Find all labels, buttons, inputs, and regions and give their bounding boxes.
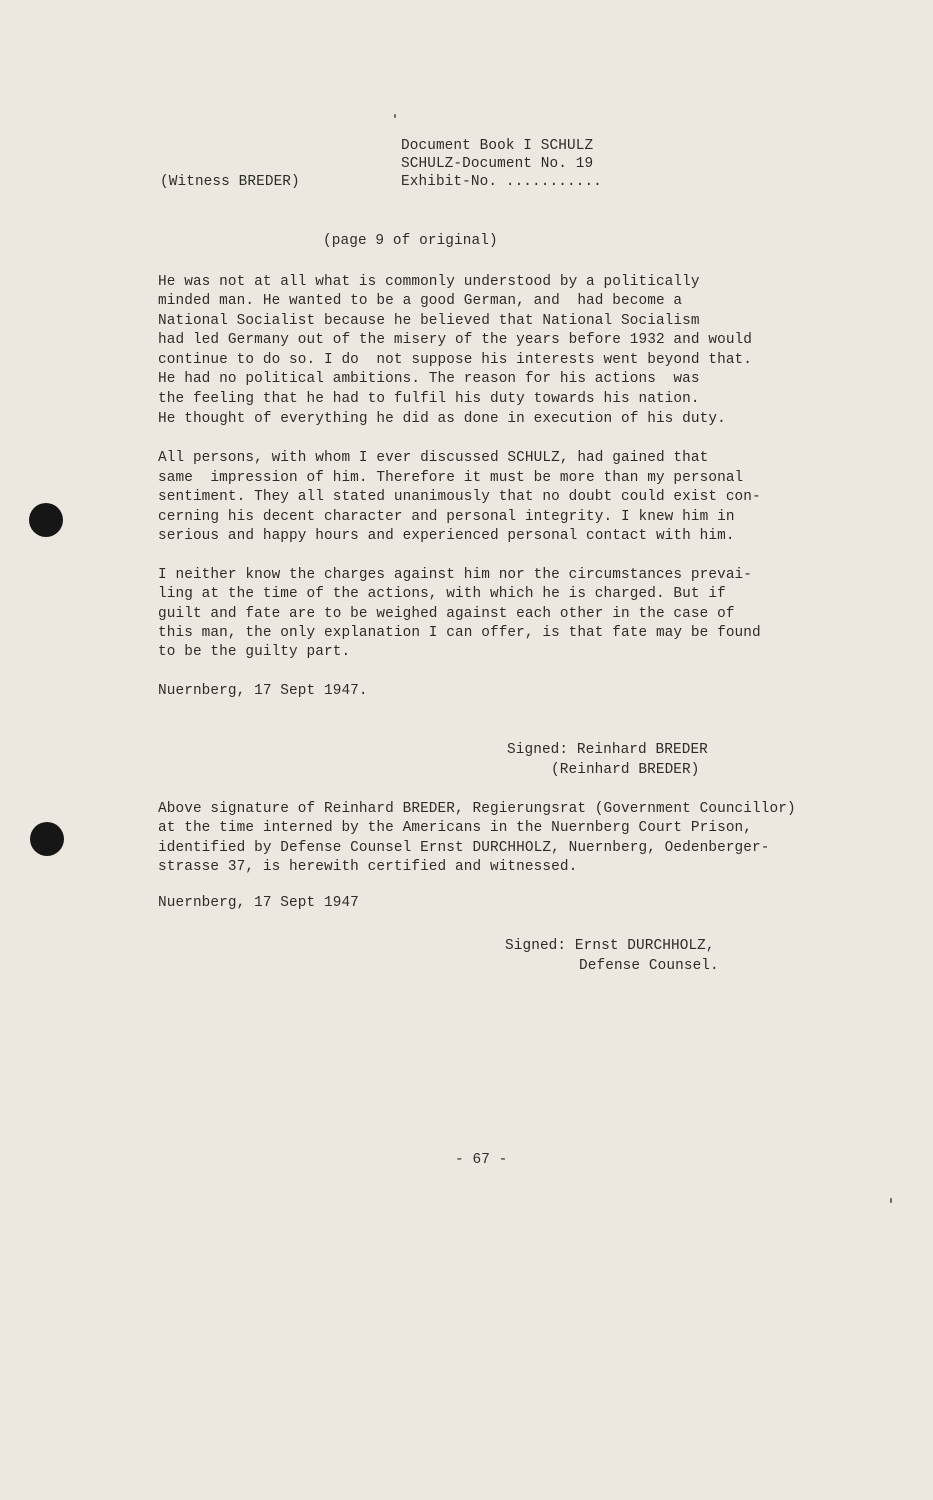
paragraph-3-line: ling at the time of the actions, with which he is charged. But if xyxy=(158,586,726,602)
paragraph-2-line: serious and happy hours and experienced personal contact with him. xyxy=(158,528,735,544)
paragraph-3-line: this man, the only explanation I can offer, is that fate may be found xyxy=(158,625,761,641)
punch-hole xyxy=(30,822,64,856)
paragraph-1-line: had led Germany out of the misery of the years before 1932 and would xyxy=(158,332,753,348)
paragraph-3-line: to be the guilty part. xyxy=(158,644,351,660)
signature-title: Defense Counsel. xyxy=(579,958,719,974)
paragraph-1-line: He was not at all what is commonly understood by a politically xyxy=(158,274,700,290)
paragraph-3-line: guilt and fate are to be weighed against each other in the case of xyxy=(158,606,735,622)
certification-line: identified by Defense Counsel Ernst DURCHHOLZ, Nuernberg, Oedenberger- xyxy=(158,840,770,856)
paragraph-2-line: same impression of him. Therefore it must be more than my personal xyxy=(158,470,744,486)
place-date: Nuernberg, 17 Sept 1947. xyxy=(158,683,368,699)
document-number-label: SCHULZ-Document No. 19 xyxy=(401,156,594,172)
certification-line: Above signature of Reinhard BREDER, Regierungsrat (Government Councillor) xyxy=(158,801,796,817)
page-reference: (page 9 of original) xyxy=(323,233,498,249)
paragraph-1-line: minded man. He wanted to be a good German, and had become a xyxy=(158,293,683,309)
place-date: Nuernberg, 17 Sept 1947 xyxy=(158,895,359,911)
certification-line: strasse 37, is herewith certified and witnessed. xyxy=(158,859,578,875)
signature-signed: Signed: Ernst DURCHHOLZ, xyxy=(505,938,715,954)
document-book-label: Document Book I SCHULZ xyxy=(401,138,594,154)
paragraph-3-line: I neither know the charges against him nor the circumstances prevai- xyxy=(158,567,753,583)
signature-signed: Signed: Reinhard BREDER xyxy=(507,742,708,758)
paragraph-1-line: He thought of everything he did as done in execution of his duty. xyxy=(158,411,726,427)
witness-label: (Witness BREDER) xyxy=(160,174,300,190)
paragraph-2-line: cerning his decent character and personal integrity. I knew him in xyxy=(158,509,735,525)
exhibit-number-label: Exhibit-No. ........... xyxy=(401,174,602,190)
paragraph-1-line: National Socialist because he believed that National Socialism xyxy=(158,313,700,329)
paragraph-1-line: continue to do so. I do not suppose his interests went beyond that. xyxy=(158,352,753,368)
paper-speck xyxy=(394,114,396,118)
page-number: - 67 - xyxy=(455,1152,508,1168)
punch-hole xyxy=(29,503,63,537)
paragraph-2-line: All persons, with whom I ever discussed SCHULZ, had gained that xyxy=(158,450,709,466)
paper-speck xyxy=(890,1198,892,1203)
paragraph-1-line: the feeling that he had to fulfil his duty towards his nation. xyxy=(158,391,700,407)
certification-line: at the time interned by the Americans in the Nuernberg Court Prison, xyxy=(158,820,753,836)
paragraph-1-line: He had no political ambitions. The reason for his actions was xyxy=(158,371,700,387)
signature-name: (Reinhard BREDER) xyxy=(551,762,700,778)
paragraph-2-line: sentiment. They all stated unanimously that no doubt could exist con- xyxy=(158,489,761,505)
